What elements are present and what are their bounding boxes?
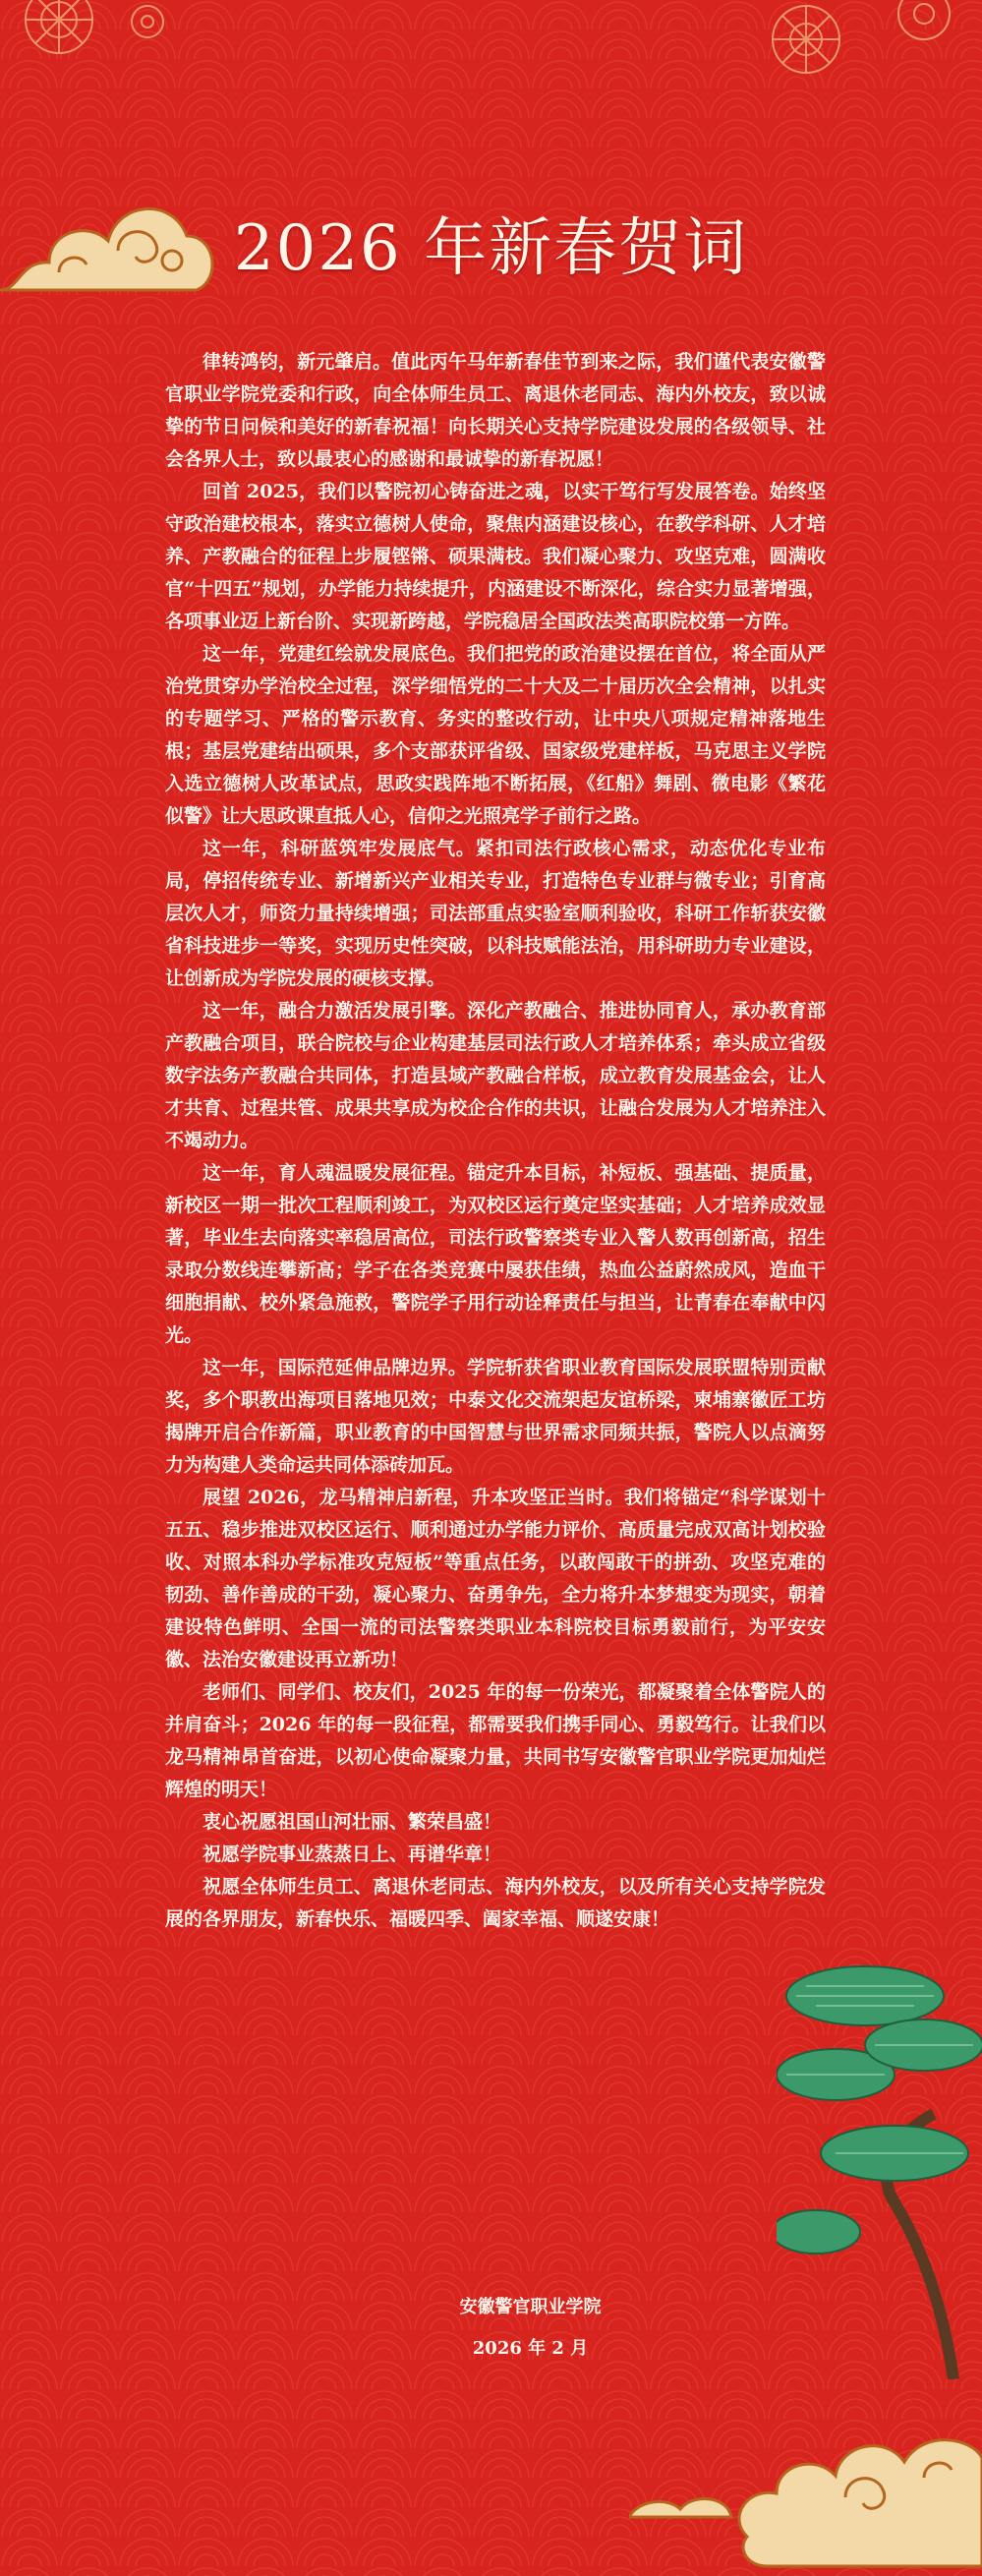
wish-line: 祝愿全体师生员工、离退休老同志、海内外校友，以及所有关心支持学院发展的各界朋友，新春快乐、福暖四季、阖家幸福、顺遂安康！	[165, 1876, 826, 1930]
paragraph: 这一年，党建红绘就发展底色。我们把党的政治建设摆在首位，将全面从严治党贯穿办学治校全过程，深学细悟党的二十大及二十届历次全会精神，以扎实的专题学习、严格的警示教育、务实的整改行动，让中央八项规定精神落地生根；基层党建结出硕果，多个支部获评省级、国家级党建样板，马克思主义学院入选立德树人改革试点，思政实践阵地不断拓展，《红船》舞剧、微电影《繁花似警》让大思政课直抵人心，信仰之光照亮学子前行之路。	[165, 643, 826, 827]
paragraph: 展望 2026，龙马精神启新程，升本攻坚正当时。我们将锚定“科学谋划十五五、稳步推进双校区运行、顺利通过办学能力评价、高质量完成双高计划校验收、对照本科办学标准攻克短板”等重点任务，以敢闯敢干的拼劲、攻坚克难的韧劲、善作善成的干劲，凝心聚力、奋勇争先，全力将升本梦想变为现实，朝着建设特色鲜明、全国一流的司法警察类职业本科院校目标勇毅前行，为平安安徽、法治安徽建设再立新功！	[165, 1487, 826, 1670]
wish-line: 祝愿学院事业蒸蒸日上、再谱华章！	[202, 1844, 502, 1865]
paragraph: 这一年，育人魂温暖发展征程。锚定升本目标，补短板、强基础、提质量，新校区一期一批次工程顺利竣工，为双校区运行奠定坚实基础；人才培养成效显著，毕业生去向落实率稳居高位，司法行政警察类专业入警人数再创新高，招生录取分数线连攀新高；学子在各类竞赛中屡获佳绩，热血公益蔚然成风，造血干细胞捐献、校外紧急施救，警院学子用行动诠释责任与担当，让青春在奉献中闪光。	[165, 1162, 826, 1346]
flower-ornament-icon	[747, 0, 982, 118]
page-title: 2026 年新春贺词	[233, 211, 749, 285]
greeting-body	[165, 346, 826, 1936]
wish-line: 衷心祝愿祖国山河壮丽、繁荣昌盛！	[202, 1811, 502, 1833]
flower-ornament-icon	[0, 0, 187, 108]
signature-date: 2026 年 2 月	[472, 2338, 589, 2359]
paragraph: 老师们、同学们、校友们，2025 年的每一份荣光，都凝聚着全体警院人的并肩奋斗；2026 年的每一段征程，都需要我们携手同心、勇毅笃行。让我们以龙马精神昂首奋进，以初心使命凝聚力量，共同书写安徽警官职业学院更加灿烂辉煌的明天！	[165, 1681, 826, 1800]
auspicious-cloud-icon	[629, 2370, 982, 2576]
paragraph: 这一年，融合力激活发展引擎。深化产教融合、推进协同育人，承办教育部产教融合项目，联合院校与企业构建基层司法行政人才培养体系；牵头成立省级数字法务产教融合共同体，打造县域产教融合样板，成立教育发展基金会，让人才共育、过程共管、成果共享成为校企合作的共识，让融合发展为人才培养注入不竭动力。	[165, 1000, 826, 1151]
paragraph: 律转鸿钧，新元肇启。值此丙午马年新春佳节到来之际，我们谨代表安徽警官职业学院党委和行政，向全体师生员工、离退休老同志、海内外校友，致以诚挚的节日问候和美好的新春祝福！向长期关心支持学院建设发展的各级领导、社会各界人士，致以最衷心的感谢和最诚挚的新春祝愿！	[165, 351, 826, 470]
signature-org: 安徽警官职业学院	[459, 2297, 602, 2317]
paragraph: 回首 2025，我们以警院初心铸奋进之魂，以实干笃行写发展答卷。始终坚守政治建校根本，落实立德树人使命，聚焦内涵建设核心，在教学科研、人才培养、产教融合的征程上步履铿锵、硕果满枝。我们凝心聚力、攻坚克难，圆满收官“十四五”规划，办学能力持续提升，内涵建设不断深化，综合实力显著增强，各项事业迈上新台阶、实现新跨越，学院稳居全国政法类高职院校第一方阵。	[165, 481, 826, 632]
paragraph: 这一年，国际范延伸品牌边界。学院斩获省职业教育国际发展联盟特别贡献奖，多个职教出海项目落地见效；中泰文化交流架起友谊桥梁，柬埔寨徽匠工坊揭牌开启合作新篇，职业教育的中国智慧与世界需求同频共振，警院人以点滴努力为构建人类命运共同体添砖加瓦。	[165, 1357, 826, 1476]
paragraph: 这一年，科研蓝筑牢发展底气。紧扣司法行政核心需求，动态优化专业布局，停招传统专业、新增新兴产业相关专业，打造特色专业群与微专业；引育高层次人才，师资力量持续增强；司法部重点实验室顺利验收，科研工作斩获安徽省科技进步一等奖，实现历史性突破，以科技赋能法治，用科研助力专业建设，让创新成为学院发展的硬核支撑。	[165, 838, 826, 989]
